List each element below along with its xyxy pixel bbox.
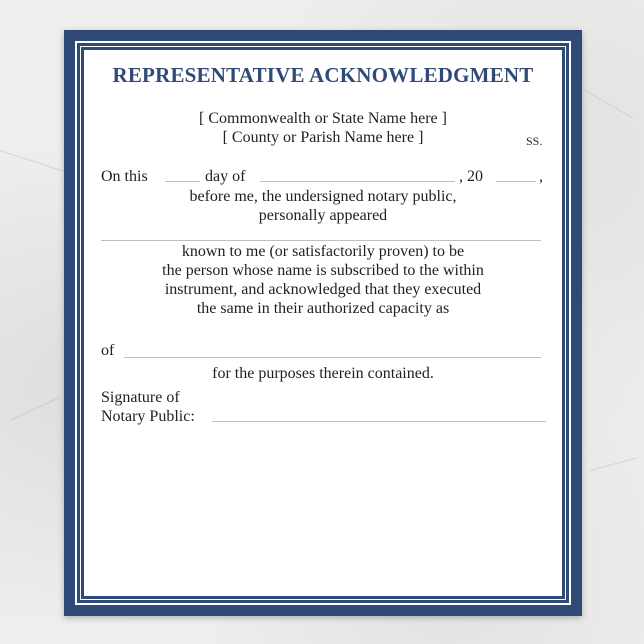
- before-me-line: before me, the undersigned notary public,: [189, 188, 457, 205]
- county-placeholder[interactable]: [ County or Parish Name here ]: [222, 129, 424, 146]
- personally-appeared-line: personally appeared: [258, 207, 388, 224]
- acknowledgment-label: [64, 30, 582, 616]
- ss-mark: SS.: [526, 134, 543, 148]
- date-comma: ,: [539, 168, 543, 185]
- known-to-me-line: known to me (or satisfactorily proven) to be: [181, 243, 465, 260]
- marble-vein: [0, 150, 67, 173]
- state-placeholder[interactable]: [ Commonwealth or State Name here ]: [199, 110, 447, 127]
- document-title: REPRESENTATIVE ACKNOWLEDGMENT: [112, 63, 534, 87]
- of-label: of: [101, 342, 115, 359]
- marble-vein: [10, 397, 60, 421]
- form-panel: [84, 50, 562, 596]
- signature-label: Signature of: [101, 389, 180, 406]
- signature-blank[interactable]: [212, 421, 546, 422]
- appeared-name-blank[interactable]: [101, 240, 541, 241]
- capacity-line: the same in their authorized capacity as: [196, 300, 450, 317]
- day-of-label: day of: [205, 168, 246, 185]
- notary-public-label: Notary Public:: [101, 408, 195, 425]
- year-blank[interactable]: [496, 181, 536, 182]
- on-this-label: On this: [101, 168, 148, 185]
- month-blank[interactable]: [260, 181, 455, 182]
- purposes-line: for the purposes therein contained.: [212, 365, 434, 382]
- marble-vein: [585, 90, 633, 118]
- person-whose-name-line: the person whose name is subscribed to the within: [162, 262, 484, 279]
- marble-vein: [590, 457, 639, 471]
- instrument-line: instrument, and acknowledged that they executed: [164, 281, 482, 298]
- year-prefix: , 20: [459, 168, 483, 185]
- day-blank[interactable]: [165, 181, 200, 182]
- of-blank[interactable]: [124, 357, 541, 358]
